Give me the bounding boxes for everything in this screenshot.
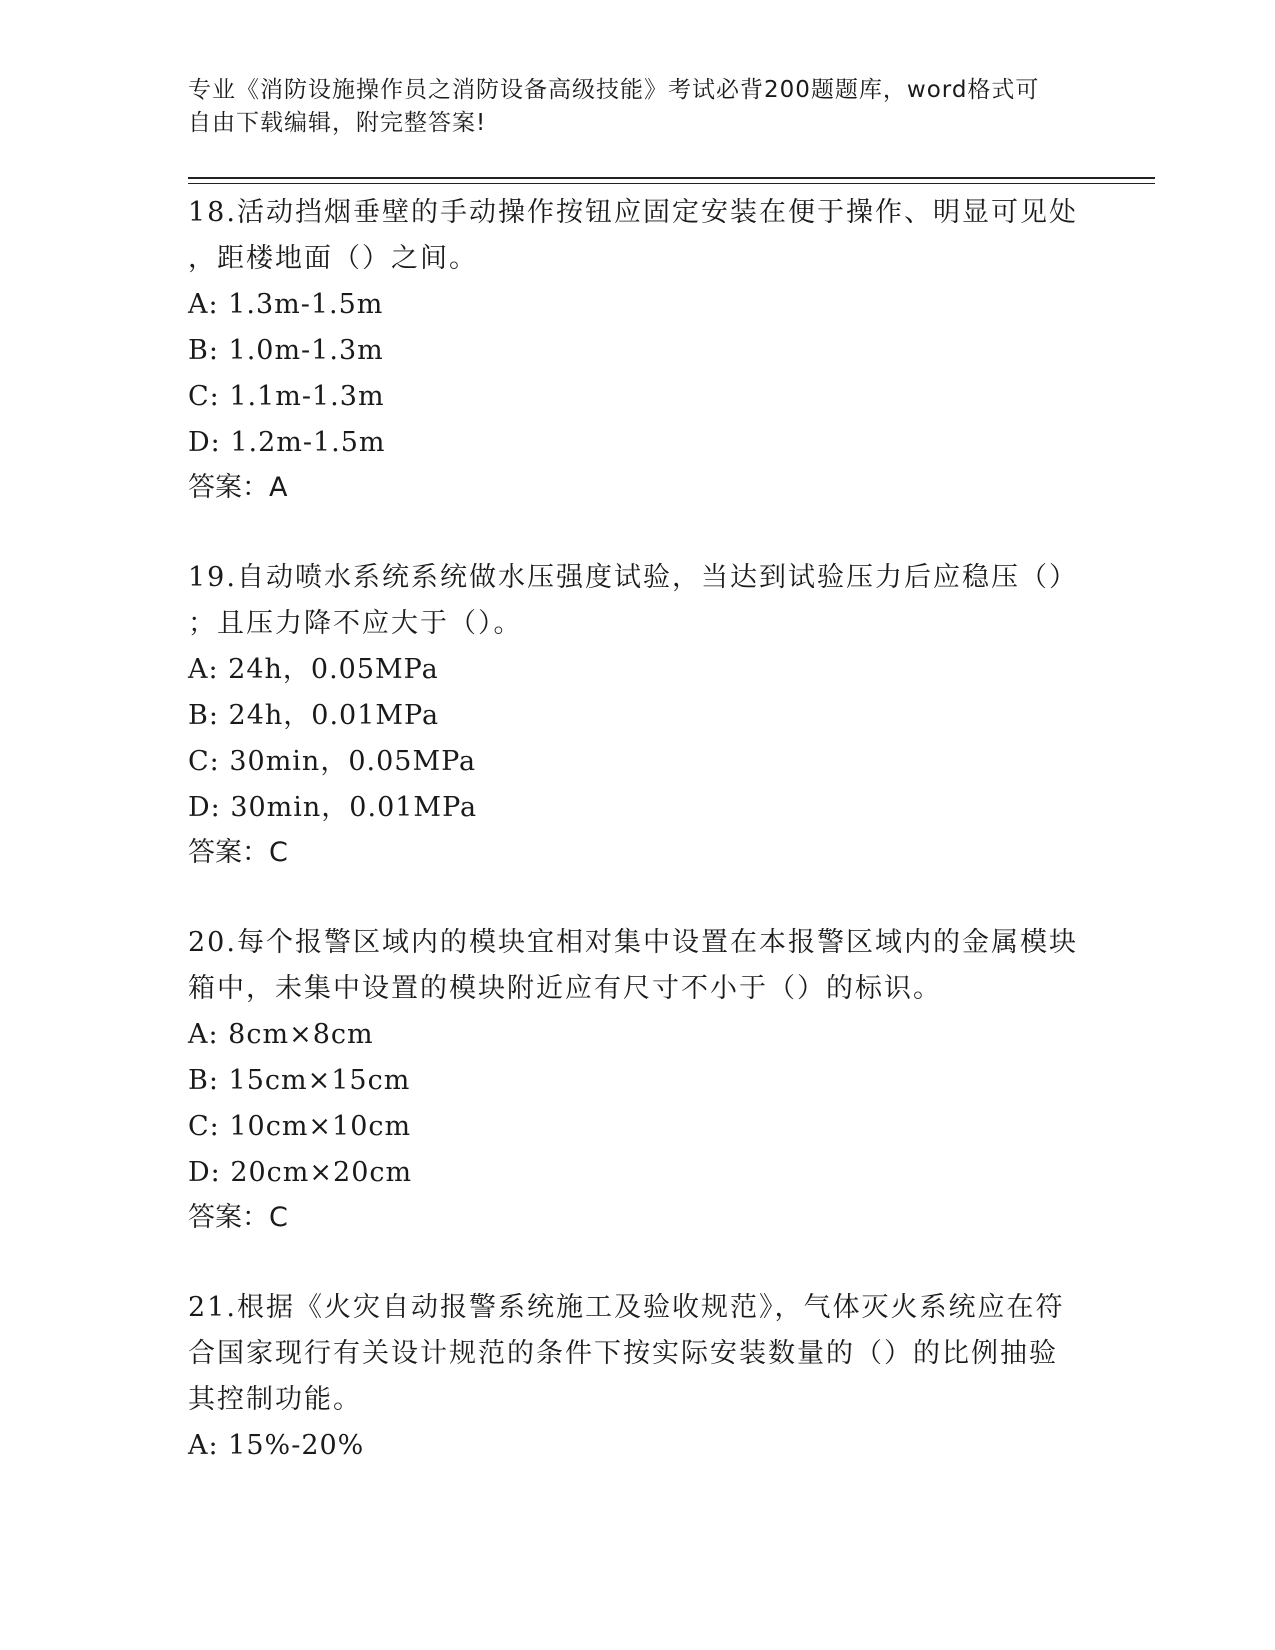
answer-line: 答案：A	[188, 472, 288, 503]
question-stem-line: 20.每个报警区域内的模块宜相对集中设置在本报警区域内的金属模块	[188, 927, 1078, 958]
question-20	[188, 920, 1088, 1240]
answer-line: 答案：C	[188, 1202, 288, 1233]
question-18	[188, 190, 1088, 510]
question-stem-line: 21.根据《火灾自动报警系统施工及验收规范》，气体灭火系统应在符	[188, 1292, 1065, 1323]
option-a: A: 24h，0.05MPa	[188, 654, 439, 685]
page-header	[188, 74, 1078, 140]
option-d: D: 20cm×20cm	[188, 1157, 413, 1188]
header-line-2: 自由下载编辑，附完整答案!	[188, 110, 487, 136]
option-d: D: 1.2m-1.5m	[188, 427, 386, 458]
answer-line: 答案：C	[188, 837, 288, 868]
question-stem-line: ；且压力降不应大于（）。	[188, 608, 523, 639]
question-stem-line: ，距楼地面（）之间。	[188, 243, 478, 274]
option-b: B: 15cm×15cm	[188, 1065, 411, 1096]
question-stem-line: 19.自动喷水系统系统做水压强度试验，当达到试验压力后应稳压（）	[188, 562, 1078, 593]
option-a: A: 8cm×8cm	[188, 1019, 374, 1050]
option-a: A: 1.3m-1.5m	[188, 289, 384, 320]
question-list	[188, 190, 1088, 1514]
option-b: B: 1.0m-1.3m	[188, 335, 384, 366]
question-stem-line: 箱中，未集中设置的模块附近应有尺寸不小于（）的标识。	[188, 973, 942, 1004]
question-stem-line: 18.活动挡烟垂壁的手动操作按钮应固定安装在便于操作、明显可见处	[188, 197, 1078, 228]
question-stem-line: 合国家现行有关设计规范的条件下按实际安装数量的（）的比例抽验	[188, 1338, 1058, 1369]
option-a: A: 15%-20%	[188, 1430, 365, 1461]
question-21	[188, 1285, 1088, 1469]
question-stem-line: 其控制功能。	[188, 1384, 362, 1415]
header-divider	[188, 177, 1155, 184]
question-19	[188, 555, 1088, 875]
option-c: C: 10cm×10cm	[188, 1111, 412, 1142]
option-c: C: 30min，0.05MPa	[188, 746, 477, 777]
option-d: D: 30min，0.01MPa	[188, 792, 478, 823]
option-c: C: 1.1m-1.3m	[188, 381, 385, 412]
header-line-1: 专业《消防设施操作员之消防设备高级技能》考试必背200题题库，word格式可	[188, 77, 1040, 103]
option-b: B: 24h，0.01MPa	[188, 700, 440, 731]
